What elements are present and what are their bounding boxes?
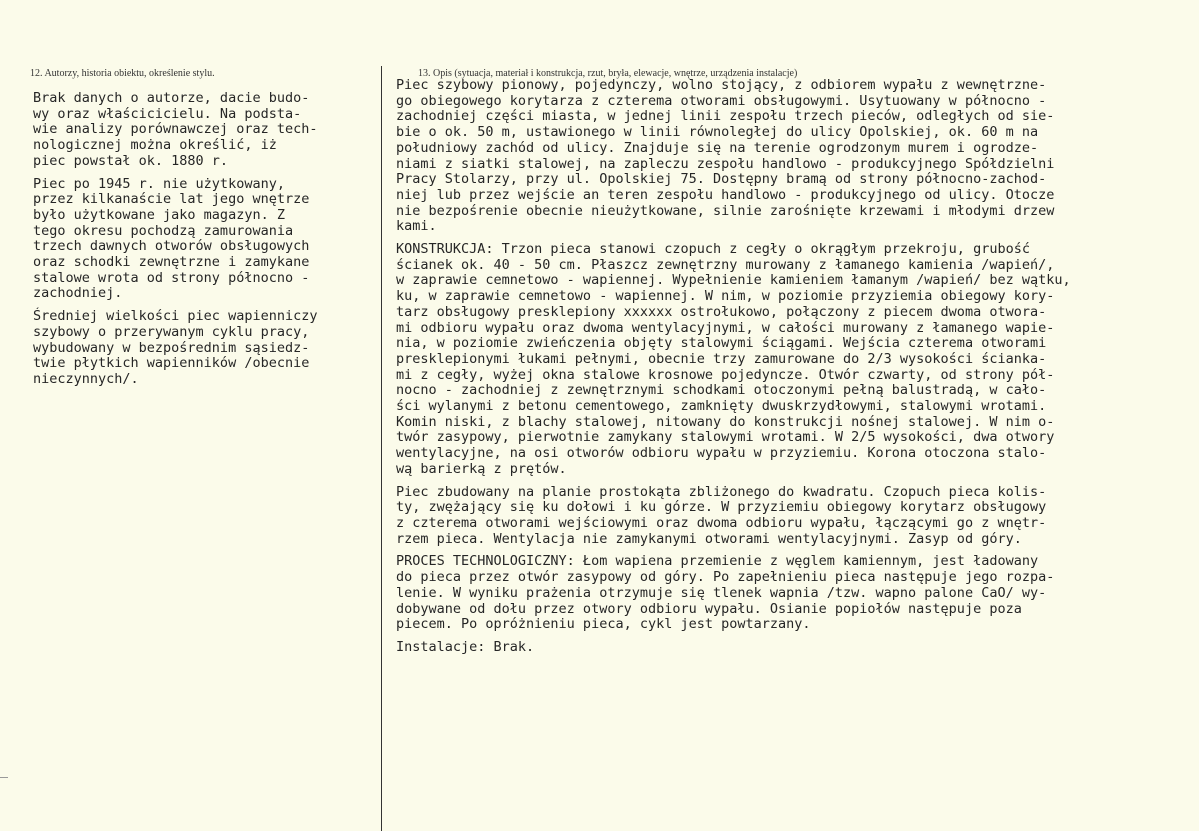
text-line: nie bezpośrenie obecnie nieużytkowane, silnie zarośnięte krzewami i młodymi drzew (396, 202, 1055, 219)
text-line: Średniej wielkości piec wapienniczy (33, 308, 318, 325)
text-line: Piec po 1945 r. nie użytkowany, (33, 175, 285, 192)
text-line: twie płytkich wapienników /obecnie (33, 355, 310, 372)
situation-paragraph (396, 78, 1196, 235)
style-paragraph (33, 309, 378, 388)
text-line: piec powstał ok. 1880 r. (33, 152, 229, 169)
text-line: było użytkowane jako magazyn. Z (33, 206, 285, 223)
plan-paragraph (396, 485, 1196, 548)
text-line: nologicznej można określić, iż (33, 137, 277, 154)
text-line: PROCES TECHNOLOGICZNY: Łom wapiena przemienie z węglem kamiennym, jest ładowany (396, 553, 1039, 570)
text-line: zachodniej. (33, 285, 123, 302)
text-line: tarz obsługowy presklepiony xxxxxx ostrołukowo, połączony z piecem dwoma otwora- (396, 303, 1047, 320)
text-line: nocno - zachodniej z zewnętrznymi schodkami otoczonymi pełną balustradą, w cało- (396, 382, 1047, 399)
text-line: z czterema otworami wejściowymi oraz dwoma odbioru wypału, łączącymi go z wnętr- (396, 514, 1047, 531)
left-column (33, 91, 378, 395)
text-line: tego okresu pochodzą zamurowania (33, 222, 294, 239)
process-paragraph (396, 554, 1196, 633)
text-line: do pieca przez otwór zasypowy od góry. Po zapełnieniu pieca następuje jego rozpa- (396, 569, 1055, 586)
text-line: mi z cegły, wyżej okna stalowe krosnowe pojedyncze. Otwór czwarty, od strony pół- (396, 366, 1055, 383)
text-line: zachodniej części miasta, w jednej linii zespołu trzech pieców, odległych od sie- (396, 108, 1055, 125)
text-line: KONSTRUKCJA: Trzon pieca stanowi czopuch z cegły o okrągłym przekroju, grubość (396, 241, 1030, 258)
margin-mark (0, 777, 8, 778)
text-line: przez kilkanaście lat jego wnętrze (33, 191, 310, 208)
text-line: trzech dawnych otworów obsługowych (33, 238, 310, 255)
text-line: Komin niski, z blachy stalowej, nitowany do konstrukcji nośnej stalowej. W nim o- (396, 413, 1055, 430)
text-line: ty, zwężający się ku dołowi i ku górze. W przyziemiu obiegowy korytarz obsługowy (396, 499, 1047, 516)
text-line: lenie. W wyniku prażenia otrzymuje się tlenek wapnia /tzw. wapno palone CaO/ wy- (396, 584, 1047, 601)
text-line: rzem pieca. Wentylacja nie zamykanymi otworami wentylacyjnymi. Zasyp od góry. (396, 530, 1022, 547)
text-line: ści wylanymi z betonu cementowego, zamknięty dwuskrzydłowymi, stalowymi wrotami. (396, 398, 1047, 415)
installations-paragraph (396, 640, 1196, 656)
text-line: nieczynnych/. (33, 370, 139, 387)
text-line: piecem. Po opróżnieniu pieca, cykl jest powtarzany. (396, 616, 811, 633)
text-line: ścianek ok. 40 - 50 cm. Płaszcz zewnętrzny murowany z łamanego kamienia /wapień/, (396, 256, 1055, 273)
section-13-header: 13. Opis (sytuacja, materiał i konstrukcja, rzut, bryła, elewacje, wnętrze, urządzenia instalacje) (418, 68, 798, 79)
text-line: wie analizy porównawczej oraz tech- (33, 121, 318, 138)
section-12-header: 12. Autorzy, historia obiektu, określenie stylu. (30, 68, 215, 79)
text-line: mi odbioru wypału oraz dwoma wentylacyjnymi, w całości murowany z łamanego wapie- (396, 319, 1055, 336)
column-divider (381, 66, 382, 831)
authors-paragraph (33, 91, 378, 170)
text-line: w zaprawie cemnetowo - wapiennej. Wypełnienie kamieniem łamanym /wapień/ bez wątku, (396, 272, 1071, 289)
text-line: wy oraz właścicicielu. Na podsta- (33, 105, 302, 122)
text-line: wybudowany w bezpośrednim sąsiedz- (33, 339, 310, 356)
text-line: Piec zbudowany na planie prostokąta zbliżonego do kwadratu. Czopuch pieca kolis- (396, 483, 1047, 500)
right-column (396, 78, 1196, 663)
text-line: stalowe wrota od strony północno - (33, 269, 310, 286)
history-paragraph (33, 177, 378, 303)
text-line: wą barierką z prętów. (396, 460, 567, 477)
text-line: oraz schodki zewnętrzne i zamykane (33, 254, 310, 271)
text-line: szybowy o przerywanym cyklu pracy, (33, 323, 310, 340)
text-line: niami z siatki stalowej, na zapleczu zespołu handlowo - produkcyjnego Spółdzielni (396, 155, 1055, 172)
text-line: Instalacje: Brak. (396, 638, 535, 655)
text-line: dobywane od dołu przez otwory odbioru wypału. Osianie popiołów następuje poza (396, 600, 1022, 617)
text-line: bie o ok. 50 m, ustawionego w linii równoległej do ulicy Opolskiej, ok. 60 m na (396, 124, 1039, 141)
text-line: go obiegowego korytarza z czterema otworami obsługowymi. Usytuowany w północno - (396, 92, 1047, 109)
text-line: południowy zachód od ulicy. Znajduje się na terenie ogrodzonym murem i ogrodze- (396, 139, 1039, 156)
construction-paragraph (396, 242, 1196, 478)
text-line: Pracy Stolarzy, przy ul. Opolskiej 75. Dostępny bramą od strony północno-zachod- (396, 171, 1047, 188)
text-line: ku, w zaprawie cemnetowo - wapiennej. W nim, w poziomie przyziemia obiegowy kory- (396, 288, 1055, 305)
text-line: kami. (396, 218, 437, 235)
text-line: niej lub przez wejście an teren zespołu handlowo - produkcyjnego od ulicy. Otocze (396, 186, 1055, 203)
text-line: Piec szybowy pionowy, pojedynczy, wolno stojący, z odbiorem wypału z wewnętrzne- (396, 77, 1047, 93)
text-line: presklepionymi łukami pełnymi, obecnie trzy zamurowane do 2/3 wysokości ścianka- (396, 350, 1047, 367)
text-line: wentylacyjne, na osi otworów odbioru wypału w przyziemiu. Korona otoczona stalo- (396, 445, 1047, 462)
text-line: Brak danych o autorze, dacie budo- (33, 90, 310, 106)
text-line: nia, w poziomie zwieńczenia objęty stalowymi ściągami. Wejścia czterema otworami (396, 335, 1047, 352)
text-line: twór zasypowy, pierwotnie zamykany stalowymi wrotami. W 2/5 wysokości, dwa otwory (396, 429, 1055, 446)
